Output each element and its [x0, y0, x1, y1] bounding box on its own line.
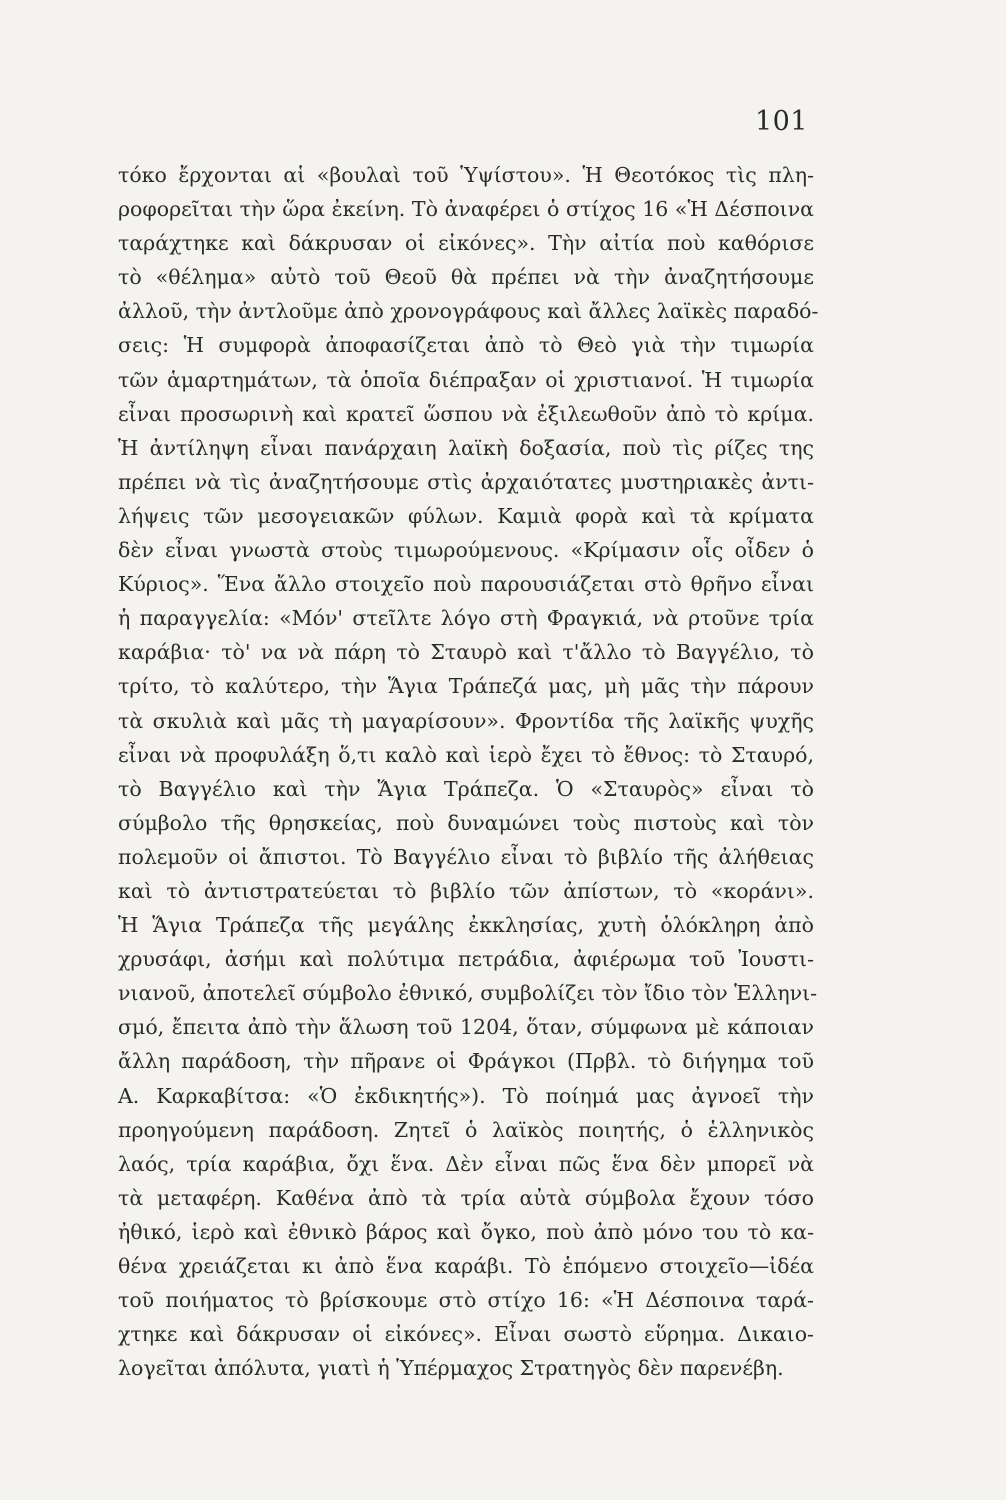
text-line: καράβια· τὸ' να νὰ πάρη τὸ Σταυρὸ καὶ τ'ἄλλο τὸ Βαγγέλιο, τὸ	[118, 640, 814, 665]
text-line: τὸ Βαγγέλιο καὶ τὴν Ἅγια Τράπεζα. Ὁ «Σταυρὸς» εἶναι τὸ	[118, 776, 814, 801]
text-line: τρίτο, τὸ καλύτερο, τὴν Ἅγια Τράπεζά μας, μὴ μᾶς τὴν πάρουν	[118, 674, 814, 699]
text-line: σεις: Ἡ συμφορὰ ἀποφασίζεται ἀπὸ τὸ Θεὸ γιὰ τὴν τιμωρία	[118, 333, 814, 358]
text-line: ἄλλη παράδοση, τὴν πῆρανε οἱ Φράγκοι (Πρβλ. τὸ διήγημα τοῦ	[118, 1049, 814, 1074]
text-line: τῶν ἁμαρτημάτων, τὰ ὁποῖα διέπραξαν οἱ χριστιανοί. Ἡ τιμωρία	[118, 367, 814, 392]
text-line: χτηκε καὶ δάκρυσαν οἱ εἰκόνες». Εἶναι σωστὸ εὕρημα. Δικαιο-	[118, 1322, 814, 1347]
text-line: εἶναι νὰ προφυλάξη ὅ,τι καλὸ καὶ ἱερὸ ἔχει τὸ ἔθνος: τὸ Σταυρό,	[118, 742, 814, 767]
text-line: εἶναι προσωρινὴ καὶ κρατεῖ ὥσπου νὰ ἐξιλεωθοῦν ἀπὸ τὸ κρίμα.	[118, 401, 814, 426]
text-line: Κύριος». Ἕνα ἄλλο στοιχεῖο ποὺ παρουσιάζεται στὸ θρῆνο εἶναι	[118, 572, 814, 597]
text-line: Α. Καρκαβίτσα: «Ὁ ἐκδικητής»). Τὸ ποίημά μας ἀγνοεῖ τὴν	[118, 1083, 814, 1108]
text-line: προηγούμενη παράδοση. Ζητεῖ ὁ λαϊκὸς ποιητής, ὁ ἑλληνικὸς	[118, 1117, 814, 1142]
text-line: σμό, ἔπειτα ἀπὸ τὴν ἅλωση τοῦ 1204, ὅταν, σύμφωνα μὲ κάποιαν	[118, 1015, 814, 1040]
text-line: θένα χρειάζεται κι ἀπὸ ἕνα καράβι. Τὸ ἑπόμενο στοιχεῖο—ἰδέα	[118, 1254, 814, 1278]
text-line: τὰ σκυλιὰ καὶ μᾶς τὴ μαγαρίσουν». Φροντίδα τῆς λαϊκῆς ψυχῆς	[118, 708, 814, 733]
text-line: ἡ παραγγελία: «Μόν' στεῖλτε λόγο στὴ Φραγκιά, νὰ ρτοῦνε τρία	[118, 606, 814, 631]
text-line: λήψεις τῶν μεσογειακῶν φύλων. Καμιὰ φορὰ καὶ τὰ κρίματα	[118, 503, 814, 528]
text-line: πολεμοῦν οἱ ἄπιστοι. Τὸ Βαγγέλιο εἶναι τὸ βιβλίο τῆς ἀλήθειας	[118, 844, 814, 869]
text-line: λαός, τρία καράβια, ὄχι ἕνα. Δὲν εἶναι πῶς ἕνα δὲν μπορεῖ νὰ	[118, 1151, 814, 1176]
text-line: ταράχτηκε καὶ δάκρυσαν οἱ εἰκόνες». Τὴν αἰτία ποὺ καθόρισε	[118, 231, 814, 256]
text-line: δὲν εἶναι γνωστὰ στοὺς τιμωρούμενους. «Κρίμασιν οἷς οἶδεν ὁ	[118, 538, 814, 563]
text-line: τὰ μεταφέρη. Καθένα ἀπὸ τὰ τρία αὐτὰ σύμβολα ἔχουν τόσο	[118, 1185, 814, 1210]
page-number: 101	[754, 106, 808, 137]
text-line: τοῦ ποιήματος τὸ βρίσκουμε στὸ στίχο 16: «Ἡ Δέσποινα ταρά-	[118, 1288, 814, 1313]
text-line: ἠθικό, ἱερὸ καὶ ἐθνικὸ βάρος καὶ ὄγκο, ποὺ ἀπὸ μόνο του τὸ κα-	[118, 1219, 814, 1244]
text-line: Ἡ ἀντίληψη εἶναι πανάρχαιη λαϊκὴ δοξασία, ποὺ τὶς ρίζες της	[118, 435, 814, 460]
text-line: Ἡ Ἅγια Τράπεζα τῆς μεγάλης ἐκκλησίας, χυτὴ ὁλόκληρη ἀπὸ	[118, 913, 814, 938]
text-line: σύμβολο τῆς θρησκείας, ποὺ δυναμώνει τοὺς πιστοὺς καὶ τὸν	[118, 810, 814, 835]
text-line: λογεῖται ἀπόλυτα, γιατὶ ἡ Ὑπέρμαχος Στρατηγὸς δὲν παρενέβη.	[118, 1356, 784, 1381]
text-line: τόκο ἔρχονται αἱ «βουλαὶ τοῦ Ὑψίστου». Ἡ Θεοτόκος τὶς πλη-	[118, 163, 814, 187]
text-line: καὶ τὸ ἀντιστρατεύεται τὸ βιβλίο τῶν ἀπίστων, τὸ «κοράνι».	[118, 878, 814, 903]
body-text	[118, 158, 819, 1385]
text-line: νιανοῦ, ἀποτελεῖ σύμβολο ἐθνικό, συμβολίζει τὸν ἴδιο τὸν Ἑλληνι-	[118, 981, 818, 1006]
text-line: πρέπει νὰ τὶς ἀναζητήσουμε στὶς ἀρχαιότατες μυστηριακὲς ἀντι-	[118, 469, 814, 494]
text-line: ἀλλοῦ, τὴν ἀντλοῦμε ἀπὸ χρονογράφους καὶ ἄλλες λαϊκὲς παραδό-	[118, 299, 819, 324]
text-line: χρυσάφι, ἀσήμι καὶ πολύτιμα πετράδια, ἀφιέρωμα τοῦ Ἰουστι-	[118, 947, 814, 972]
text-line: ροφορεῖται τὴν ὥρα ἐκείνη. Τὸ ἀναφέρει ὁ στίχος 16 «Ἡ Δέσποινα	[118, 197, 814, 222]
text-line: τὸ «θέλημα» αὐτὸ τοῦ Θεοῦ θὰ πρέπει νὰ τὴν ἀναζητήσουμε	[118, 265, 814, 290]
